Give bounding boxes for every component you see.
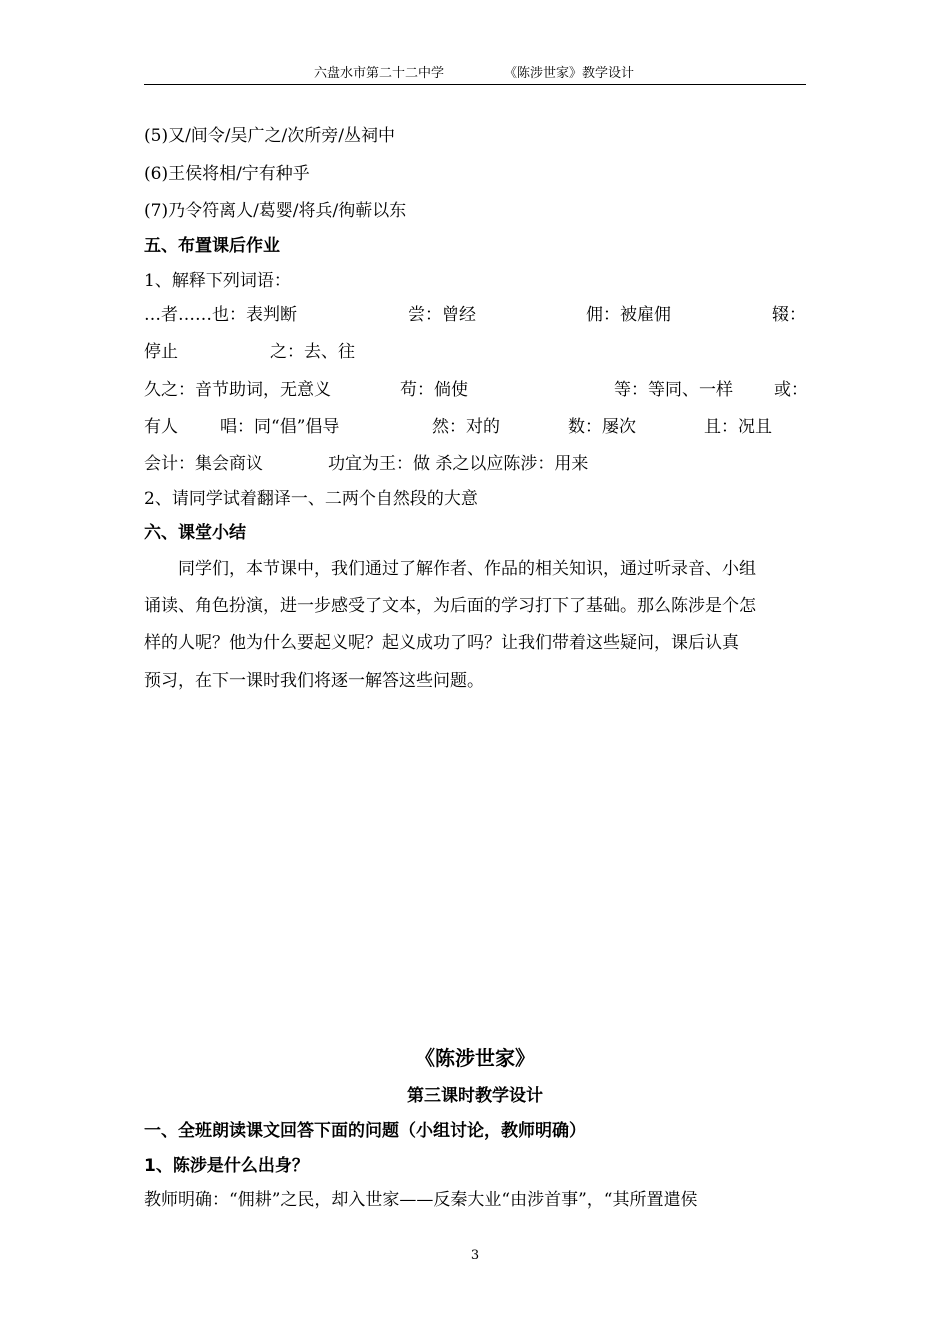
vocab-term: 有人 [144,417,178,437]
homework-item-2: 2、请同学试着翻译一、二两个自然段的大意 [144,489,478,509]
vocab-term: 数：屡次 [568,417,636,437]
vocab-term: 之：去、往 [270,342,355,362]
vocab-term: 然：对的 [432,417,500,437]
vocab-term: 功宜为王：做 杀之以应陈涉：用来 [328,454,589,474]
summary-paragraph-line: 诵读、角色扮演，进一步感受了文本，为后面的学习打下了基础。那么陈涉是个怎 [144,596,756,616]
summary-paragraph-line: 样的人呢？他为什么要起义呢？起义成功了吗？让我们带着这些疑问，课后认真 [144,633,739,653]
sentence-6: (6)王侯将相/宁有种乎 [144,164,310,184]
lesson-subtitle: 第三课时教学设计 [407,1086,543,1106]
header-doc-title: 《陈涉世家》教学设计 [504,66,635,81]
teacher-answer: 教师明确：“佣耕”之民，却入世家——反秦大业“由涉首事”，“其所置遣侯 [144,1190,698,1210]
part3-heading-1: 一、全班朗读课文回答下面的问题（小组讨论，教师明确） [144,1121,586,1141]
vocab-term: 会计：集会商议 [144,454,263,474]
vocab-term: 且：况且 [704,417,772,437]
vocab-term: 尝：曾经 [408,305,476,325]
vocab-term: …者……也：表判断 [144,305,297,325]
page-number: 3 [470,1248,480,1263]
header-school: 六盘水市第二十二中学 [314,66,445,81]
vocab-term: 辍： [772,305,806,325]
vocab-term: 苟：倘使 [400,380,468,400]
vocab-term: 久之：音节助词，无意义 [144,380,331,400]
homework-item-1: 1、解释下列词语： [144,271,291,291]
summary-paragraph-line: 同学们，本节课中，我们通过了解作者、作品的相关知识，通过听录音、小组 [178,559,756,579]
vocab-term: 或： [774,380,808,400]
page-header [144,64,806,85]
vocab-term: 等：等同、一样 [614,380,733,400]
vocab-term: 佣：被雇佣 [586,305,671,325]
sentence-7: (7)乃令符离人/葛婴/将兵/徇蕲以东 [144,201,407,221]
sentence-5: (5)又/间令/吴广之/次所旁/丛祠中 [144,126,395,146]
section-5-heading: 五、布置课后作业 [144,236,280,256]
vocab-term: 停止 [144,342,178,362]
summary-paragraph-line: 预习，在下一课时我们将逐一解答这些问题。 [144,671,484,691]
lesson-title: 《陈涉世家》 [415,1046,535,1070]
question-1: 1、陈涉是什么出身？ [144,1156,309,1176]
section-6-heading: 六、课堂小结 [144,523,246,543]
vocab-term: 唱：同“倡”倡导 [220,417,340,437]
